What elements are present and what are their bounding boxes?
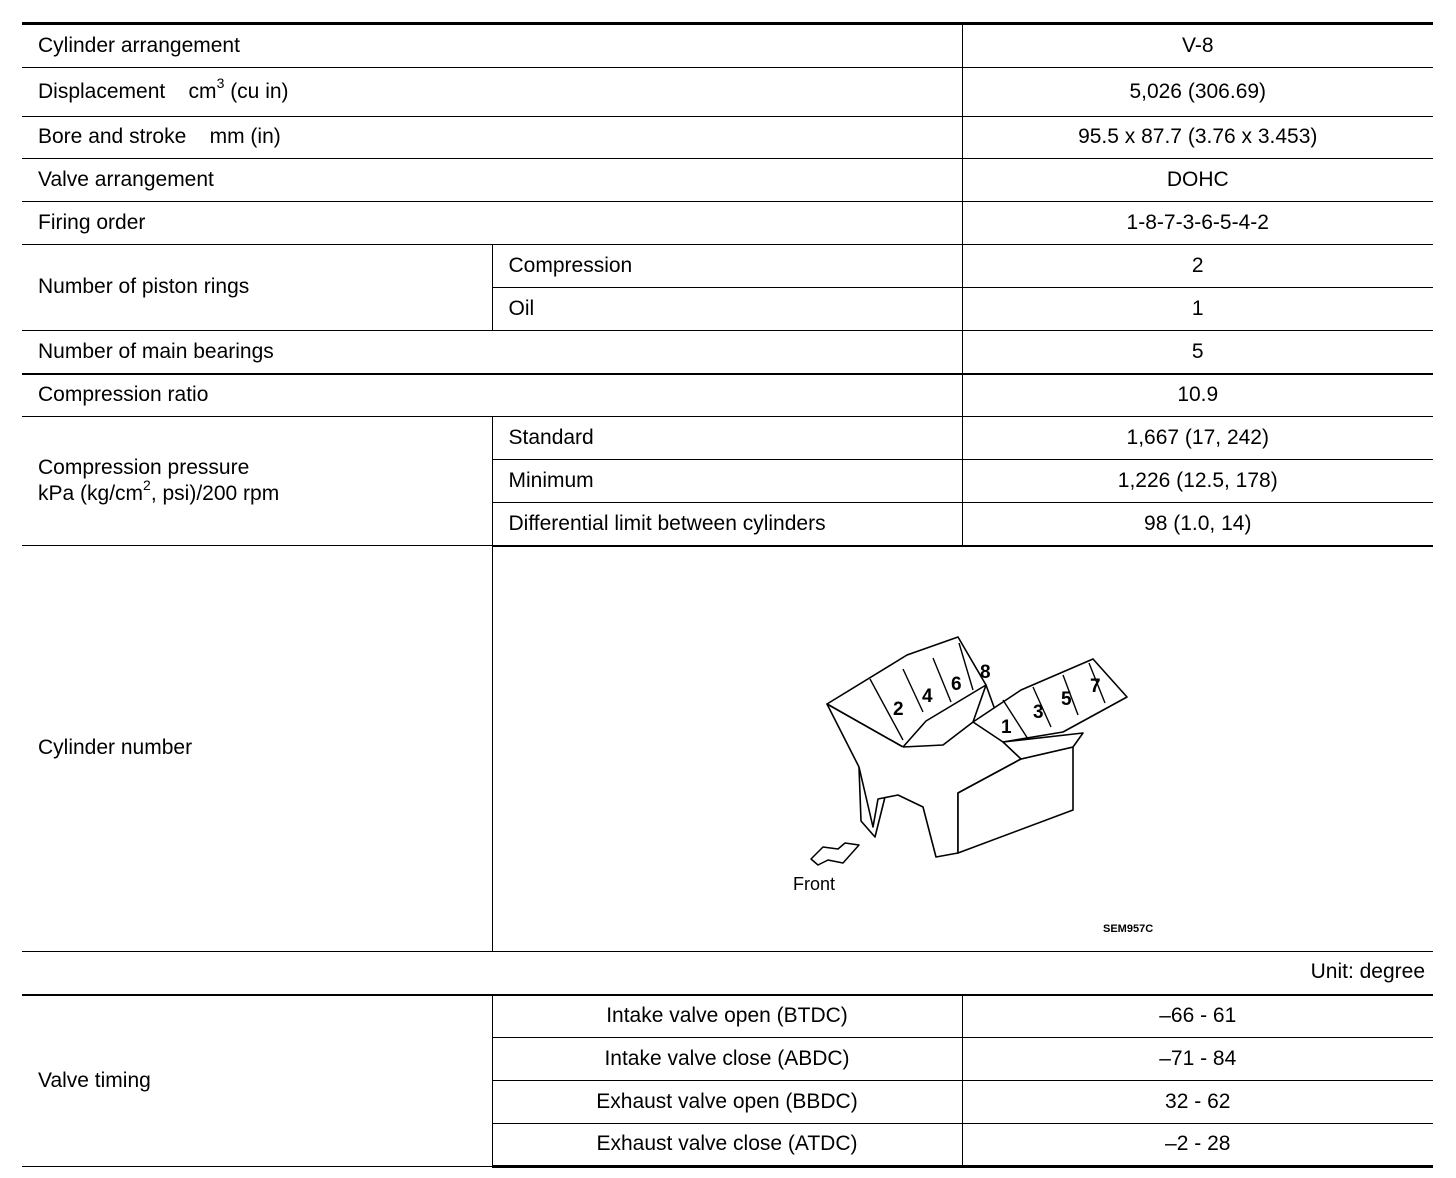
figure-code: SEM957C — [1102, 922, 1153, 935]
compression-ratio-value: 10.9 — [962, 374, 1433, 417]
main-bearings-label: Number of main bearings — [22, 331, 962, 374]
bore-stroke-label: Bore and stroke mm (in) — [22, 117, 962, 159]
valve-timing-item-label: Exhaust valve close (ATDC) — [492, 1124, 962, 1167]
row-firing-order — [22, 202, 1433, 245]
valve-timing-item-label: Exhaust valve open (BBDC) — [492, 1081, 962, 1124]
row-bore-stroke — [22, 117, 1433, 159]
cylinder-7-label: 7 — [1089, 675, 1101, 697]
valve-arrangement-label: Valve arrangement — [22, 159, 962, 202]
piston-rings-oil-label: Oil — [492, 288, 962, 331]
row-cylinder-arrangement — [22, 24, 1433, 68]
compression-ratio-label: Compression ratio — [22, 374, 962, 417]
cylinder-8-label: 8 — [979, 661, 991, 683]
row-valve-timing-0 — [22, 995, 1433, 1038]
piston-rings-compression-label: Compression — [492, 245, 962, 288]
valve-timing-item-label: Intake valve open (BTDC) — [492, 995, 962, 1038]
compression-differential-value: 98 (1.0, 14) — [962, 503, 1433, 546]
compression-pressure-label: Compression pressure kPa ($kg/cm^2$, psi)/200 rpm — [22, 417, 492, 546]
compression-standard-label: Standard — [492, 417, 962, 460]
compression-standard-value: 1,667 (17, 242) — [962, 417, 1433, 460]
row-compression-ratio — [22, 374, 1433, 417]
row-piston-rings-compression — [22, 245, 1433, 288]
valve-timing-item-label: Intake valve close (ABDC) — [492, 1038, 962, 1081]
cylinder-arrangement-value: V-8 — [962, 24, 1433, 68]
main-bearings-value: 5 — [962, 331, 1433, 374]
cylinder-figure-cell — [492, 546, 1433, 952]
row-cylinder-number — [22, 546, 1433, 952]
cylinder-3-label: 3 — [1032, 701, 1044, 723]
cylinder-6-label: 6 — [950, 673, 962, 695]
displacement-label: Displacement $cm^3$ (cu in) — [22, 68, 962, 117]
valve-timing-item-value: 32 - 62 — [962, 1081, 1433, 1124]
cylinder-5-label: 5 — [1060, 688, 1072, 710]
firing-order-value: 1-8-7-3-6-5-4-2 — [962, 202, 1433, 245]
compression-differential-label: Differential limit between cylinders — [492, 503, 962, 546]
bore-stroke-value: 95.5 x 87.7 (3.76 x 3.453) — [962, 117, 1433, 159]
row-unit-note — [22, 951, 1433, 995]
row-compression-standard — [22, 417, 1433, 460]
valve-timing-item-value: –2 - 28 — [962, 1124, 1433, 1167]
piston-rings-compression-value: 2 — [962, 245, 1433, 288]
valve-arrangement-value: DOHC — [962, 159, 1433, 202]
valve-timing-label: Valve timing — [22, 995, 492, 1167]
row-valve-arrangement — [22, 159, 1433, 202]
piston-rings-label: Number of piston rings — [22, 245, 492, 331]
front-arrow-icon — [811, 843, 859, 865]
unit-note: Unit: degree — [22, 951, 1433, 995]
row-displacement — [22, 68, 1433, 117]
front-label: Front — [792, 873, 835, 894]
firing-order-label: Firing order — [22, 202, 962, 245]
compression-minimum-value: 1,226 (12.5, 178) — [962, 460, 1433, 503]
piston-rings-oil-value: 1 — [962, 288, 1433, 331]
v8-cylinder-diagram — [493, 547, 1433, 951]
row-main-bearings — [22, 331, 1433, 374]
valve-timing-item-value: –71 - 84 — [962, 1038, 1433, 1081]
cylinder-1-label: 1 — [1000, 716, 1012, 738]
engine-spec-table — [22, 22, 1433, 1168]
cylinder-number-label: Cylinder number — [22, 546, 492, 952]
cylinder-arrangement-label: Cylinder arrangement — [22, 24, 962, 68]
displacement-value: 5,026 (306.69) — [962, 68, 1433, 117]
valve-timing-item-value: –66 - 61 — [962, 995, 1433, 1038]
compression-minimum-label: Minimum — [492, 460, 962, 503]
cylinder-4-label: 4 — [921, 685, 933, 707]
cylinder-2-label: 2 — [892, 698, 904, 720]
